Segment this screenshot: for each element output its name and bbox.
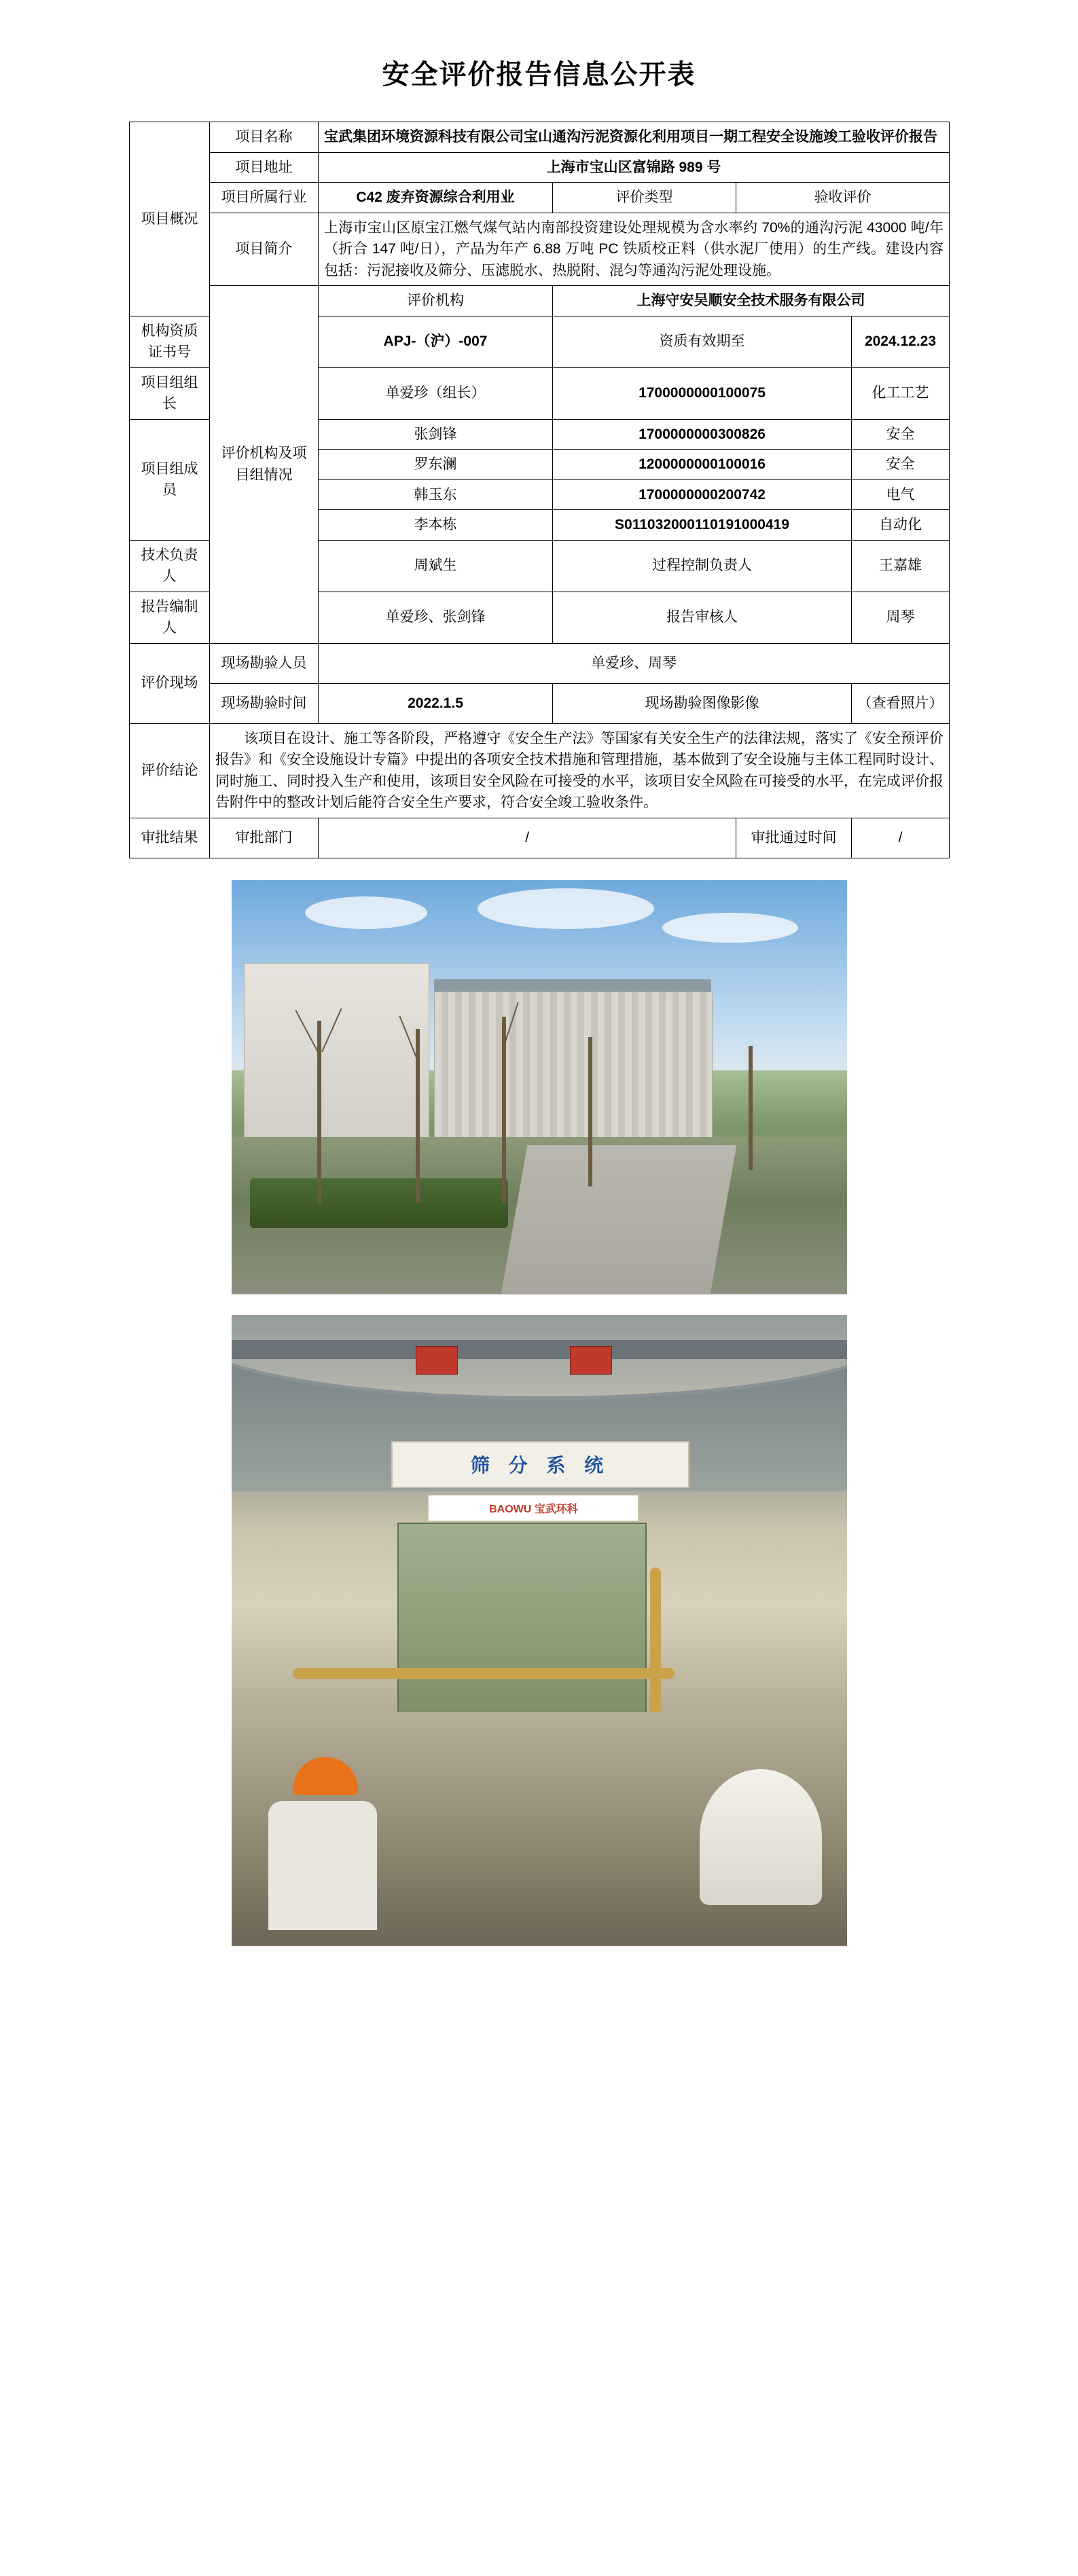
- value-member-major: 自动化: [852, 510, 950, 541]
- red-equipment-box: [416, 1346, 458, 1375]
- table-row: [130, 122, 950, 153]
- info-table: [129, 122, 950, 858]
- table-row: [130, 183, 950, 213]
- value-member-cert: 1700000000300826: [553, 419, 852, 450]
- label-survey-image: 现场勘验图像影像: [553, 683, 852, 723]
- value-member-cert: 1200000000100016: [553, 450, 852, 480]
- cloud-shape: [305, 896, 427, 929]
- label-approval-time: 审批通过时间: [736, 818, 852, 858]
- value-member-major: 安全: [852, 419, 950, 450]
- label-agency-cert: 机构资质证书号: [130, 316, 210, 367]
- value-member-major: 电气: [852, 479, 950, 510]
- label-eval-type: 评价类型: [553, 183, 736, 213]
- value-eval-type: 验收评价: [736, 183, 950, 213]
- value-member-name: 张剑锋: [319, 419, 553, 450]
- site-photo-screening-system: [232, 1315, 847, 1946]
- table-row: [130, 723, 950, 818]
- section-label-agency: 评价机构及项目组情况: [210, 286, 319, 644]
- value-approval-dept: /: [319, 818, 736, 858]
- label-cert-valid: 资质有效期至: [553, 316, 852, 367]
- table-row: [130, 286, 950, 316]
- value-project-address: 上海市宝山区富锦路 989 号: [319, 152, 950, 183]
- workshop-building: [434, 992, 713, 1142]
- section-label-approval: 审批结果: [130, 818, 210, 858]
- section-label-site: 评价现场: [130, 643, 210, 723]
- value-conclusion: 该项目在设计、施工等各阶段，严格遵守《安全生产法》等国家有关安全生产的法律法规，落实了《安全预评价报告》和《安全设施设计专篇》中提出的各项安全技术措施和管理措施，基本做到了安全设施与主体工程同时设计、同时施工、同时投入生产和使用，该项目安全风险在可接受的水平，该项目安全风险在可接受的水平，在完成评价报告附件中的整改计划后能符合安全生产要求，符合安全竣工验收条件。: [210, 723, 950, 818]
- value-member-cert: S011032000110191000419: [553, 510, 852, 541]
- photo-section: [0, 858, 1078, 1974]
- value-surveyors: 单爱珍、周琴: [319, 643, 950, 683]
- page-title: 安全评价报告信息公开表: [382, 60, 696, 90]
- value-project-name: 宝武集团环境资源科技有限公司宝山通沟污泥资源化利用项目一期工程安全设施竣工验收评价报告: [319, 122, 950, 153]
- banner-text: 筛 分 系 统: [391, 1441, 689, 1488]
- value-industry: C42 废弃资源综合利用业: [319, 183, 553, 213]
- value-project-brief: 上海市宝山区原宝江燃气煤气站内南部投资建设处理规模为含水率约 70%的通沟污泥 43000 吨/年（折合 147 吨/日），产品为年产 6.88 万吨 PC 铁质校正料（供水泥厂使用）的生产线。建设内容包括：污泥接收及筛分、压滤脱水、热脱附、混匀等通沟污泥处理设施。: [319, 213, 950, 286]
- hedge-row: [250, 1178, 509, 1228]
- table-row: [130, 152, 950, 183]
- table-row: [130, 818, 950, 858]
- value-report-writer: 单爱珍、张剑锋: [319, 592, 553, 643]
- storage-drum: [700, 1769, 822, 1905]
- tree-trunk: [317, 1021, 321, 1203]
- label-team-leader: 项目组组长: [130, 367, 210, 419]
- value-agency-cert: APJ-（沪）-007: [319, 316, 553, 367]
- label-project-address: 项目地址: [210, 152, 319, 183]
- label-project-brief: 项目简介: [210, 213, 319, 286]
- table-row: [130, 683, 950, 723]
- crane-rail: [232, 1340, 847, 1359]
- value-report-reviewer: 周琴: [852, 592, 950, 643]
- tree-trunk: [588, 1037, 592, 1186]
- label-approval-dept: 审批部门: [210, 818, 319, 858]
- value-survey-image[interactable]: （查看照片）: [852, 683, 950, 723]
- value-cert-valid: 2024.12.23: [852, 316, 950, 367]
- plant-road: [501, 1145, 737, 1294]
- section-label-overview: 项目概况: [130, 122, 210, 316]
- cloud-shape: [478, 888, 654, 929]
- site-photo-yard: [232, 880, 847, 1294]
- value-member-name: 罗东澜: [319, 450, 553, 480]
- label-agency-org: 评价机构: [319, 286, 553, 316]
- label-team-members: 项目组成员: [130, 419, 210, 540]
- screening-machine: [397, 1523, 646, 1715]
- label-project-name: 项目名称: [210, 122, 319, 153]
- cloud-shape: [662, 913, 798, 943]
- red-equipment-box: [570, 1346, 612, 1375]
- info-table-container: [0, 122, 1078, 858]
- value-team-leader-name: 单爱珍（组长）: [319, 367, 553, 419]
- value-member-name: 韩玉东: [319, 479, 553, 510]
- value-process-leader: 王嘉雄: [852, 540, 950, 592]
- label-industry: 项目所属行业: [210, 183, 319, 213]
- value-survey-time: 2022.1.5: [319, 683, 553, 723]
- value-member-major: 安全: [852, 450, 950, 480]
- tree-trunk: [749, 1046, 753, 1170]
- label-process-leader: 过程控制负责人: [553, 540, 852, 592]
- value-team-leader-major: 化工工艺: [852, 367, 950, 419]
- value-member-name: 李本栋: [319, 510, 553, 541]
- worker-body: [268, 1801, 377, 1930]
- table-row: [130, 213, 950, 286]
- value-tech-leader: 周斌生: [319, 540, 553, 592]
- tree-trunk: [416, 1029, 420, 1203]
- label-surveyors: 现场勘验人员: [210, 643, 319, 683]
- value-approval-time: /: [852, 818, 950, 858]
- label-tech-leader: 技术负责人: [130, 540, 210, 592]
- table-row: [130, 643, 950, 683]
- value-team-leader-cert: 1700000000100075: [553, 367, 852, 419]
- value-agency-org: 上海守安吴顺安全技术服务有限公司: [553, 286, 950, 316]
- label-report-writer: 报告编制人: [130, 592, 210, 643]
- value-member-cert: 1700000000200742: [553, 479, 852, 510]
- pipeline: [293, 1668, 675, 1679]
- label-report-reviewer: 报告审核人: [553, 592, 852, 643]
- company-plate: BAOWU 宝武环科: [428, 1495, 639, 1521]
- section-label-conclusion: 评价结论: [130, 723, 210, 818]
- control-building: [244, 963, 430, 1155]
- label-survey-time: 现场勘验时间: [210, 683, 319, 723]
